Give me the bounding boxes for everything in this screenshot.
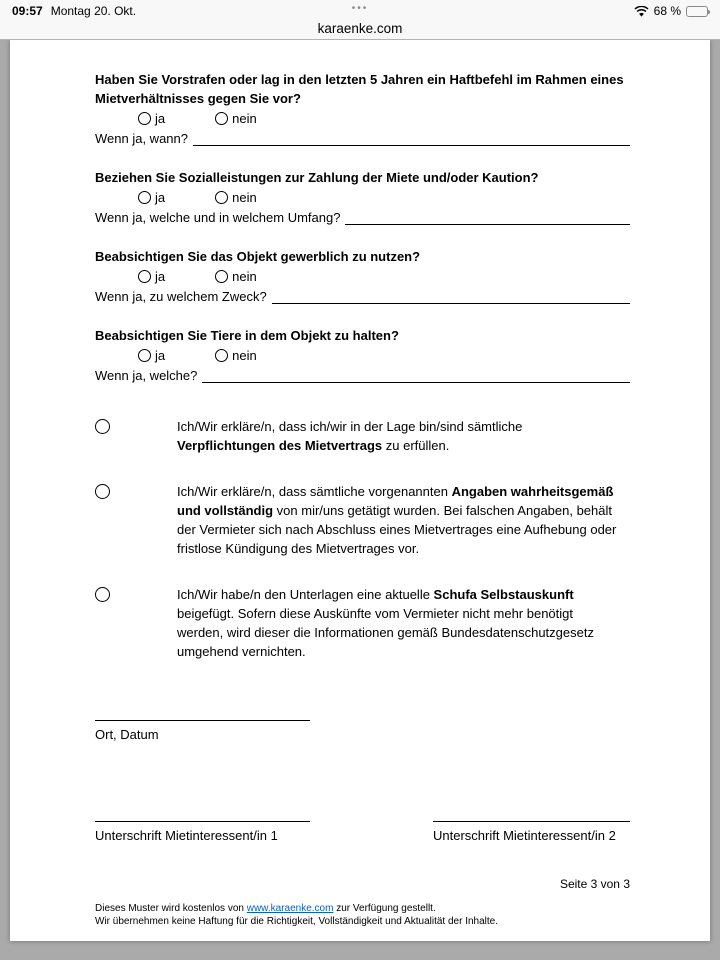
radio-label-nein: nein	[232, 189, 257, 205]
page-number: Seite 3 von 3	[559, 877, 630, 891]
declaration-text-pre: Ich/Wir erkläre/n, dass ich/wir in der Lage bin/sind sämtliche	[177, 419, 523, 434]
radio-option-nein[interactable]	[215, 188, 257, 207]
radio-group	[95, 345, 630, 365]
declaration-text-post: beigefügt. Sofern diese Auskünfte vom Vermieter nicht mehr benötigt werden, wird dieser die Informationen gemäß Bundesdatenschutzgesetz umgehend vernichten.	[177, 606, 594, 659]
declaration-2	[95, 482, 630, 558]
followup-row	[95, 286, 630, 306]
browser-title-bar[interactable]	[0, 20, 720, 39]
signature-row	[95, 806, 630, 845]
signature-1-blank-line	[95, 806, 310, 822]
followup-row	[95, 128, 630, 148]
radio-group	[95, 266, 630, 286]
document-footer	[95, 902, 630, 928]
fill-line-blank	[202, 369, 630, 383]
question-title: Beabsichtigen Sie das Objekt gewerblich zu nutzen?	[95, 249, 421, 264]
ort-datum-label: Ort, Datum	[95, 727, 159, 742]
question-block-4	[95, 326, 630, 385]
followup-row	[95, 365, 630, 385]
declaration-3	[95, 585, 630, 661]
radio-option-nein[interactable]	[215, 267, 257, 286]
radio-option-ja[interactable]	[138, 109, 165, 128]
declaration-text-pre: Ich/Wir erkläre/n, dass sämtliche vorgenannten	[177, 484, 452, 499]
declaration-text-bold: Angaben wahrheitsgemäß und vollständig	[177, 484, 614, 518]
ort-datum-block	[95, 705, 630, 744]
fill-line-blank	[272, 290, 630, 304]
question-block-1	[95, 70, 630, 148]
declaration-circle-icon[interactable]	[95, 419, 110, 434]
followup-label: Wenn ja, welche und in welchem Umfang?	[95, 210, 341, 225]
radio-option-nein[interactable]	[215, 346, 257, 365]
declaration-text-bold: Schufa Selbstauskunft	[433, 587, 574, 602]
radio-circle-icon	[215, 112, 228, 125]
footer-line-1	[95, 902, 630, 915]
question-title: Haben Sie Vorstrafen oder lag in den letzten 5 Jahren ein Haftbefehl im Rahmen eines Mietverhältnisses gegen Sie vor?	[95, 72, 624, 106]
radio-group	[95, 187, 630, 207]
radio-circle-icon	[215, 191, 228, 204]
radio-label-ja: ja	[155, 189, 166, 205]
followup-label: Wenn ja, zu welchem Zweck?	[95, 289, 267, 304]
radio-circle-icon	[215, 270, 228, 283]
declarations-section	[95, 417, 630, 661]
signature-2-blank-line	[433, 806, 630, 822]
radio-label-ja: ja	[155, 347, 166, 363]
top-chrome	[0, 0, 720, 40]
followup-label: Wenn ja, welche?	[95, 368, 198, 383]
question-block-3	[95, 247, 630, 306]
status-time: 09:57	[12, 4, 43, 18]
declaration-text-pre: Ich/Wir habe/n den Unterlagen eine aktuelle	[177, 587, 434, 602]
battery-icon	[686, 6, 708, 17]
question-block-2	[95, 168, 630, 227]
browser-content-area	[0, 40, 720, 960]
karaenke-link[interactable]: www.karaenke.com	[246, 903, 334, 914]
radio-group	[95, 108, 630, 128]
declaration-text-post: von mir/uns getätigt wurden. Bei falschen Angaben, behält der Vermieter sich nach Abschluss eines Mietvertrages eine Aufhebung oder fristlose Kündigung des Mietvertrages vor.	[177, 503, 617, 556]
question-title: Beabsichtigen Sie Tiere in dem Objekt zu halten?	[95, 328, 399, 343]
signature-1-block	[95, 806, 310, 845]
radio-option-nein[interactable]	[215, 109, 257, 128]
radio-circle-icon	[138, 112, 151, 125]
declaration-circle-icon[interactable]	[95, 484, 110, 499]
radio-label-ja: ja	[155, 268, 166, 284]
declaration-text-post: zu erfüllen.	[382, 438, 450, 453]
radio-option-ja[interactable]	[138, 346, 165, 365]
radio-circle-icon	[138, 349, 151, 362]
radio-label-ja: ja	[155, 110, 166, 126]
footer-line1-pre: Dieses Muster wird kostenlos von	[95, 903, 247, 914]
fill-line-blank	[345, 211, 630, 225]
status-bar	[0, 0, 720, 20]
ort-datum-blank-line	[95, 705, 310, 721]
declaration-1	[95, 417, 630, 455]
signature-2-block	[433, 806, 630, 845]
status-date: Montag 20. Okt.	[50, 4, 137, 18]
followup-label: Wenn ja, wann?	[95, 131, 188, 146]
radio-label-nein: nein	[232, 347, 257, 363]
radio-option-ja[interactable]	[138, 267, 165, 286]
radio-circle-icon	[215, 349, 228, 362]
radio-circle-icon	[138, 270, 151, 283]
declaration-text-bold: Verpflichtungen des Mietvertrags	[177, 438, 383, 453]
document-page	[10, 40, 710, 941]
radio-option-ja[interactable]	[138, 188, 165, 207]
question-title: Beziehen Sie Sozialleistungen zur Zahlung der Miete und/oder Kaution?	[95, 170, 539, 185]
declaration-text	[177, 482, 622, 558]
declaration-circle-icon[interactable]	[95, 587, 110, 602]
radio-label-nein: nein	[232, 110, 257, 126]
signature-1-label: Unterschrift Mietinteressent/in 1	[95, 828, 278, 843]
declaration-text	[177, 585, 622, 661]
declaration-text	[177, 417, 622, 455]
footer-line-2: Wir übernehmen keine Haftung für die Richtigkeit, Vollständigkeit und Aktualität der Inhalte.	[95, 916, 499, 927]
radio-circle-icon	[138, 191, 151, 204]
followup-row	[95, 207, 630, 227]
site-title[interactable]: karaenke.com	[317, 21, 403, 36]
footer-line1-post: zur Verfügung gestellt.	[333, 903, 436, 914]
tab-dots-icon: •••	[351, 3, 369, 14]
signature-2-label: Unterschrift Mietinteressent/in 2	[433, 828, 616, 843]
radio-label-nein: nein	[232, 268, 257, 284]
battery-percent: 68 %	[653, 4, 681, 18]
fill-line-blank	[193, 132, 630, 146]
